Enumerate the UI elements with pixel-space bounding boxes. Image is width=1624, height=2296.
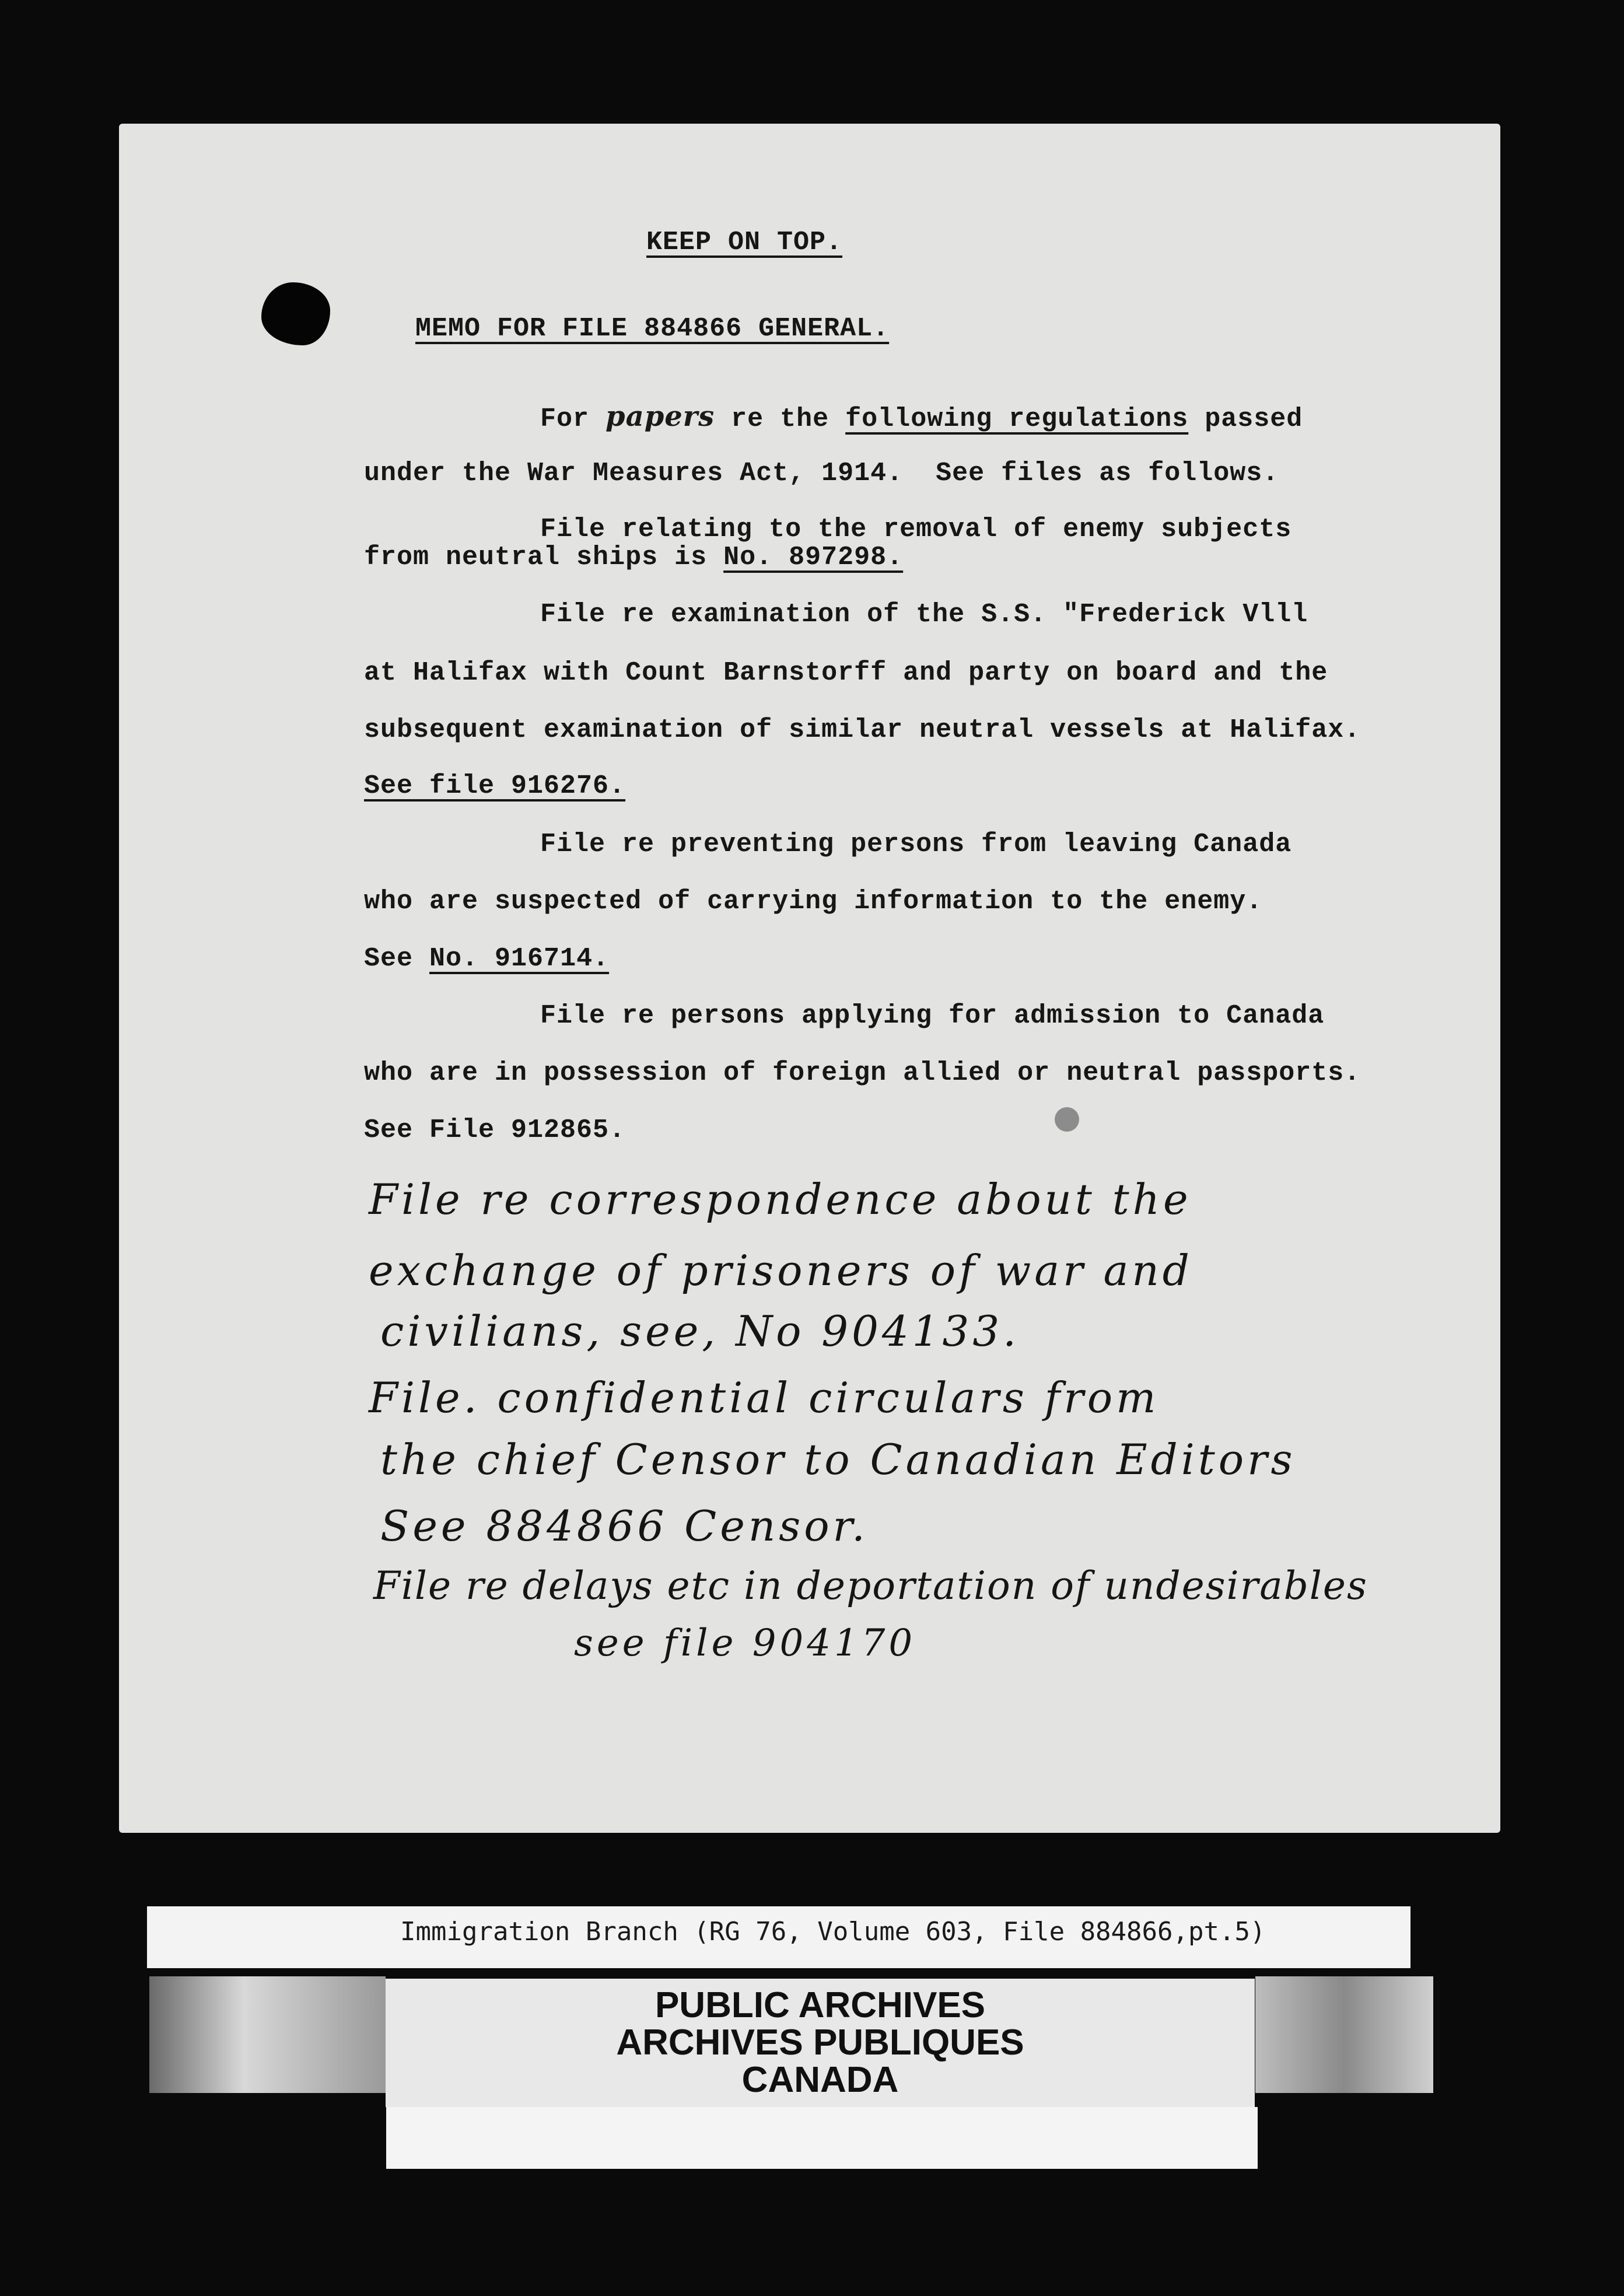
file-reference: See file 916276. (364, 771, 626, 801)
stamp-edge-right (1255, 1976, 1433, 2093)
intro-re: re the (731, 404, 830, 434)
intro-line-1 (540, 400, 1303, 434)
paragraph-line: File re examination of the S.S. "Frederick Vlll (540, 600, 1308, 629)
handwritten-note-line: File re correspondence about the (369, 1175, 1192, 1224)
stamp-line-1: PUBLIC ARCHIVES (654, 1985, 986, 2025)
file-reference: See File 912865. (364, 1115, 626, 1145)
stamp-line-3: CANADA (741, 2060, 899, 2100)
paragraph-line: File re persons applying for admission to Canada (540, 1001, 1325, 1031)
paragraph-line: subsequent examination of similar neutral vessels at Halifax. (364, 715, 1361, 745)
see-label: See (364, 944, 414, 974)
stamp-edge-left (149, 1976, 386, 2093)
handwritten-insert: papers (606, 400, 715, 433)
handwritten-note-line: See 884866 Censor. (380, 1502, 869, 1550)
file-reference: No. 897298. (723, 542, 904, 572)
intro-regulations: following regulations (845, 404, 1189, 434)
paragraph-line (364, 542, 903, 572)
memo-title: MEMO FOR FILE 884866 GENERAL. (415, 314, 890, 344)
paragraph-line: who are in possession of foreign allied or neutral passports. (364, 1058, 1361, 1088)
archive-bottom-strip (386, 2107, 1258, 2169)
handwritten-note-line: File re delays etc in deportation of undesirables (373, 1563, 1368, 1608)
handwritten-note-line: see file 904170 (574, 1622, 916, 1665)
ink-spot (1055, 1107, 1079, 1132)
intro-passed: passed (1205, 404, 1303, 434)
handwritten-note-line: the chief Censor to Canadian Editors (380, 1435, 1296, 1484)
handwritten-note-line: civilians, see, No 904133. (380, 1307, 1020, 1356)
archive-caption: Immigration Branch (RG 76, Volume 603, File 884866,pt.5) (400, 1917, 1266, 1947)
intro-line-2: under the War Measures Act, 1914. See files as follows. (364, 459, 1279, 488)
paragraph-line (364, 944, 609, 974)
file-reference: No. 916714. (429, 944, 610, 974)
memo-heading: KEEP ON TOP. (646, 228, 843, 257)
paragraph-line: who are suspected of carrying information to the enemy. (364, 887, 1263, 916)
paragraph-line: at Halifax with Count Barnstorff and party on board and the (364, 658, 1328, 688)
paragraph-line: File relating to the removal of enemy subjects (540, 514, 1292, 544)
handwritten-note-line: File. confidential circulars from (369, 1373, 1160, 1422)
stamp-line-2: ARCHIVES PUBLIQUES (616, 2022, 1024, 2063)
punch-hole (261, 282, 330, 345)
handwritten-note-line: exchange of prisoners of war and (369, 1246, 1193, 1295)
paragraph-line: File re preventing persons from leaving Canada (540, 830, 1292, 859)
paragraph-text: from neutral ships is (364, 542, 708, 572)
intro-for: For (540, 404, 590, 434)
